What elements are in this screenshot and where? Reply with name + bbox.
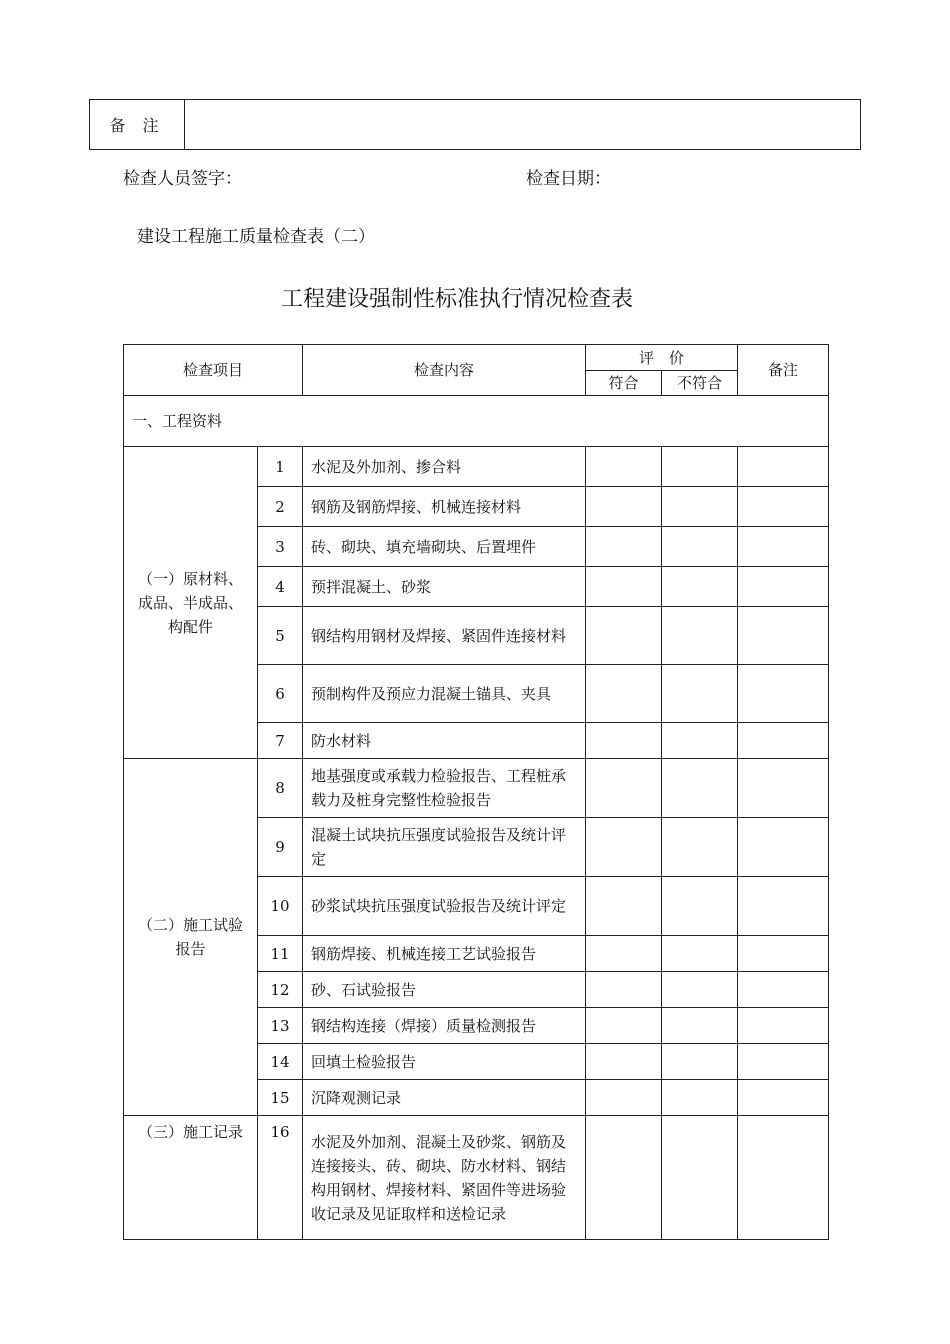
header-content: 检查内容 [303,345,586,396]
row-number: 15 [258,1080,303,1116]
remark-cell [738,723,829,759]
header-conform: 符合 [586,371,662,396]
conform-cell [586,1080,662,1116]
form-subtitle: 建设工程施工质量检查表（二） [137,227,375,247]
row-number: 4 [258,567,303,607]
inspector-signature-label: 检查人员签字： [123,169,242,189]
row-number: 1 [258,447,303,487]
header-evaluation: 评 价 [586,345,738,371]
row-content: 砖、砌块、填充墙砌块、后置埋件 [303,527,586,567]
section-title: 一、工程资料 [124,396,829,447]
row-content: 预拌混凝土、砂浆 [303,567,586,607]
page-title: 工程建设强制性标准执行情况检查表 [280,287,633,312]
table-row [124,759,829,818]
header-item: 检查项目 [124,345,303,396]
nonconform-cell [662,723,738,759]
row-content: 防水材料 [303,723,586,759]
remark-cell [738,487,829,527]
header-nonconform: 不符合 [662,371,738,396]
row-number: 2 [258,487,303,527]
nonconform-cell [662,447,738,487]
conform-cell [586,487,662,527]
remarks-table [89,99,861,150]
nonconform-cell [662,972,738,1008]
conform-cell [586,447,662,487]
nonconform-cell [662,759,738,818]
row-number: 8 [258,759,303,818]
remark-cell [738,759,829,818]
nonconform-cell [662,665,738,723]
remarks-label: 备 注 [90,100,185,150]
row-number: 3 [258,527,303,567]
row-number: 12 [258,972,303,1008]
conform-cell [586,759,662,818]
conform-cell [586,567,662,607]
row-number: 11 [258,936,303,972]
remark-cell [738,1044,829,1080]
row-content: 回填土检验报告 [303,1044,586,1080]
nonconform-cell [662,936,738,972]
row-content: 预制构件及预应力混凝土锚具、夹具 [303,665,586,723]
row-content: 沉降观测记录 [303,1080,586,1116]
row-number: 9 [258,818,303,877]
conform-cell [586,972,662,1008]
conform-cell [586,723,662,759]
nonconform-cell [662,1044,738,1080]
nonconform-cell [662,607,738,665]
row-number: 14 [258,1044,303,1080]
table-row [124,1116,829,1240]
remark-cell [738,527,829,567]
inspection-table [123,344,829,1240]
conform-cell [586,877,662,936]
nonconform-cell [662,1116,738,1240]
row-number: 10 [258,877,303,936]
conform-cell [586,607,662,665]
remark-cell [738,1116,829,1240]
nonconform-cell [662,487,738,527]
remark-cell [738,818,829,877]
remark-cell [738,877,829,936]
row-content: 钢筋焊接、机械连接工艺试验报告 [303,936,586,972]
remarks-value [185,100,861,150]
row-number: 5 [258,607,303,665]
conform-cell [586,936,662,972]
category-label: （一）原材料、成品、半成品、构配件 [124,447,258,759]
row-content: 钢结构连接（焊接）质量检测报告 [303,1008,586,1044]
nonconform-cell [662,818,738,877]
row-content: 水泥及外加剂、混凝土及砂浆、钢筋及连接接头、砖、砌块、防水材料、钢结构用钢材、焊接材料、紧固件等进场验收记录及见证取样和送检记录 [303,1116,586,1240]
table-row [124,447,829,487]
nonconform-cell [662,1080,738,1116]
conform-cell [586,665,662,723]
category-label: （三）施工记录 [124,1116,258,1240]
nonconform-cell [662,527,738,567]
conform-cell [586,1116,662,1240]
nonconform-cell [662,567,738,607]
inspection-date-label: 检查日期： [526,169,611,189]
row-content: 砂浆试块抗压强度试验报告及统计评定 [303,877,586,936]
row-number: 6 [258,665,303,723]
remark-cell [738,607,829,665]
remark-cell [738,447,829,487]
nonconform-cell [662,877,738,936]
remark-cell [738,1008,829,1044]
remark-cell [738,567,829,607]
conform-cell [586,1008,662,1044]
row-number: 13 [258,1008,303,1044]
remark-cell [738,972,829,1008]
conform-cell [586,818,662,877]
category-label: （二）施工试验报告 [124,759,258,1116]
row-content: 钢结构用钢材及焊接、紧固件连接材料 [303,607,586,665]
conform-cell [586,527,662,567]
remark-cell [738,1080,829,1116]
row-content: 砂、石试验报告 [303,972,586,1008]
header-remark: 备注 [738,345,829,396]
remark-cell [738,665,829,723]
row-number: 16 [258,1116,303,1240]
nonconform-cell [662,1008,738,1044]
row-number: 7 [258,723,303,759]
conform-cell [586,1044,662,1080]
row-content: 地基强度或承载力检验报告、工程桩承载力及桩身完整性检验报告 [303,759,586,818]
row-content: 混凝土试块抗压强度试验报告及统计评定 [303,818,586,877]
row-content: 钢筋及钢筋焊接、机械连接材料 [303,487,586,527]
row-content: 水泥及外加剂、掺合料 [303,447,586,487]
remark-cell [738,936,829,972]
